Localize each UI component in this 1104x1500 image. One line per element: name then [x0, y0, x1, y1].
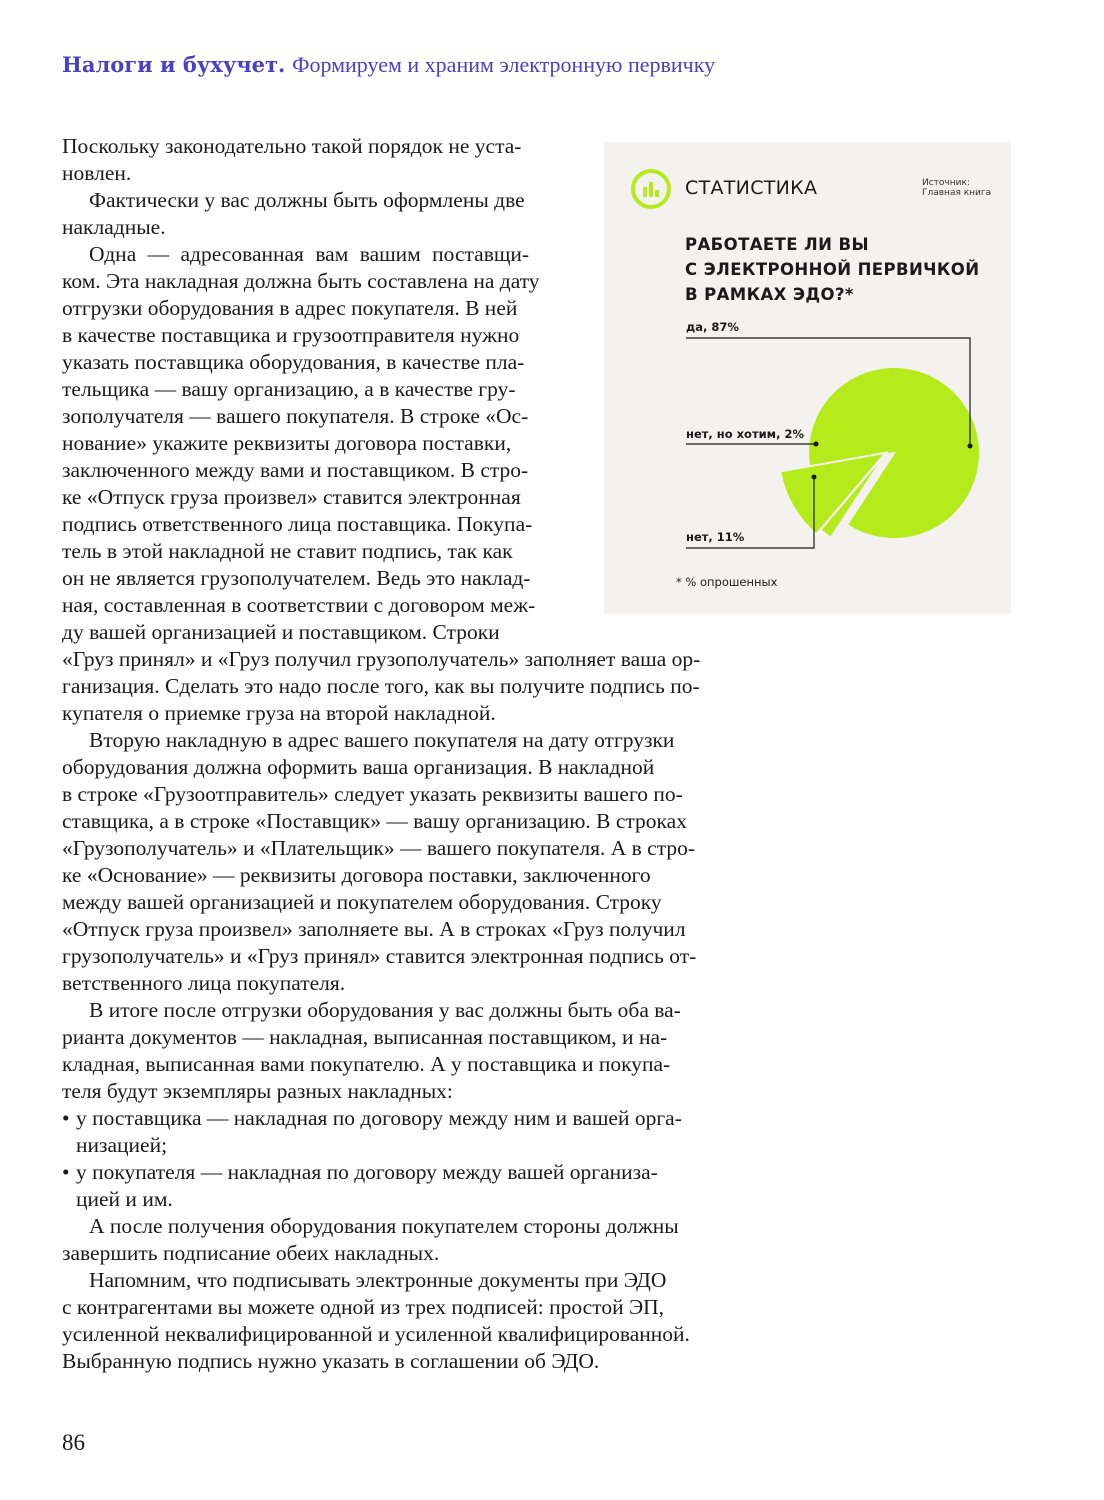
pie-label-no: нет, 11%: [686, 530, 745, 544]
text-line: ду вашей организацией и поставщиком. Строки: [62, 620, 500, 644]
source-line: Источник:: [922, 178, 970, 188]
leader-dot: [814, 442, 819, 447]
statistics-sidebar: [604, 142, 1011, 614]
text-line: рианта документов — накладная, выписанная поставщиком, и на-: [62, 1025, 668, 1049]
text-line: ставщика, а в строке «Поставщик» — вашу организацию. В строках: [62, 809, 687, 833]
text-line: между вашей организацией и покупателем оборудования. Строку: [62, 890, 662, 914]
text-line: цией и им.: [76, 1187, 173, 1211]
text-line: теля будут экземпляры разных накладных:: [62, 1079, 453, 1103]
text-line: Фактически у вас должны быть оформлены две: [89, 188, 525, 212]
section-title: Налоги и бухучет.: [62, 52, 286, 77]
leader-dot: [968, 444, 973, 449]
bullet-marker: •: [62, 1160, 70, 1184]
text-line: А после получения оборудования покупателем стороны должны: [89, 1214, 679, 1238]
text-line: подпись ответственного лица поставщика. Покупа-: [62, 512, 533, 536]
text-line: купателя о приемке груза на второй накладной.: [62, 701, 496, 725]
text-line: нование» укажите реквизиты договора поставки,: [62, 431, 512, 455]
running-header: [62, 52, 715, 78]
text-line: ке «Отпуск груза произвел» ставится электронная: [62, 485, 521, 509]
text-line: усиленной неквалифицированной и усиленной квалифицированной.: [62, 1322, 690, 1346]
text-line: Одна — адресованная вам вашим поставщи-: [89, 242, 530, 266]
source-line: Главная книга: [922, 188, 992, 198]
text-line: отгрузки оборудования в адрес покупателя. В ней: [62, 296, 518, 320]
pie-chart: [604, 142, 1011, 614]
chart-footnote: * % опрошенных: [676, 575, 778, 589]
text-line: он не является грузополучателем. Ведь это наклад-: [62, 566, 531, 590]
text-line: оборудования должна оформить ваша организация. В накладной: [62, 755, 655, 779]
text-line: Напомним, что подписывать электронные документы при ЭДО: [89, 1268, 667, 1292]
text-line: Вторую накладную в адрес вашего покупателя на дату отгрузки: [89, 728, 675, 752]
text-line: «Отпуск груза произвел» заполняете вы. А в строках «Груз получил: [62, 917, 686, 941]
text-line: заключенного между вами и поставщиком. В стро-: [62, 458, 529, 482]
text-line: кладная, выписанная вами покупателю. А у поставщика и покупа-: [62, 1052, 671, 1076]
text-line: ветственного лица покупателя.: [62, 971, 346, 995]
list-item-text: у поставщика — накладная по договору между ним и вашей орга-: [76, 1106, 682, 1130]
stat-label: СТАТИСТИКА: [685, 177, 818, 199]
list-item: [62, 1105, 742, 1132]
bullet-marker: •: [62, 1106, 70, 1130]
pie-label-no-but-want: нет, но хотим, 2%: [686, 427, 804, 441]
page-number: 86: [62, 1430, 85, 1455]
text-line: ком. Эта накладная должна быть составлена на дату: [62, 269, 540, 293]
chapter-subtitle: Формируем и храним электронную первичку: [292, 52, 716, 77]
text-line: низацией;: [76, 1133, 168, 1157]
text-line: завершить подписание обеих накладных.: [62, 1241, 440, 1265]
pie-label-yes: да, 87%: [686, 320, 739, 334]
chart-title-line: В РАМКАХ ЭДО?*: [685, 285, 854, 304]
list-item-text: у покупателя — накладная по договору между вашей организа-: [76, 1160, 658, 1184]
text-line: зополучателя — вашего покупателя. В строке «Ос-: [62, 404, 529, 428]
text-line: накладные.: [62, 215, 166, 239]
text-line: Поскольку законодательно такой порядок не уста-: [62, 134, 522, 158]
text-line: с контрагентами вы можете одной из трех подписей: простой ЭП,: [62, 1295, 665, 1319]
chart-title-line: РАБОТАЕТЕ ЛИ ВЫ: [685, 235, 869, 254]
text-line: грузополучатель» и «Груз принял» ставится электронная подпись от-: [62, 944, 697, 968]
text-line: В итоге после отгрузки оборудования у вас должны быть оба ва-: [89, 998, 681, 1022]
text-line: в качестве поставщика и грузоотправителя нужно: [62, 323, 520, 347]
text-line: ке «Основание» — реквизиты договора поставки, заключенного: [62, 863, 651, 887]
leader-dot: [812, 475, 817, 480]
text-line: Выбранную подпись нужно указать в соглашении об ЭДО.: [62, 1349, 600, 1373]
text-line: ная, составленная в соответствии с договором меж-: [62, 593, 536, 617]
list-item: [62, 1159, 742, 1186]
text-line: «Груз принял» и «Груз получил грузополучатель» заполняет ваша ор-: [62, 647, 701, 671]
chart-title-line: С ЭЛЕКТРОННОЙ ПЕРВИЧКОЙ: [685, 260, 980, 279]
text-line: ганизация. Сделать это надо после того, как вы получите подпись по-: [62, 674, 700, 698]
text-line: новлен.: [62, 161, 132, 185]
text-line: в строке «Грузоотправитель» следует указать реквизиты вашего по-: [62, 782, 683, 806]
text-line: указать поставщика оборудования, в качестве пла-: [62, 350, 525, 374]
text-line: «Грузополучатель» и «Плательщик» — вашего покупателя. А в стро-: [62, 836, 696, 860]
text-line: тель в этой накладной не ставит подпись, так как: [62, 539, 513, 563]
text-line: тельщика — вашу организацию, а в качестве гру-: [62, 377, 516, 401]
